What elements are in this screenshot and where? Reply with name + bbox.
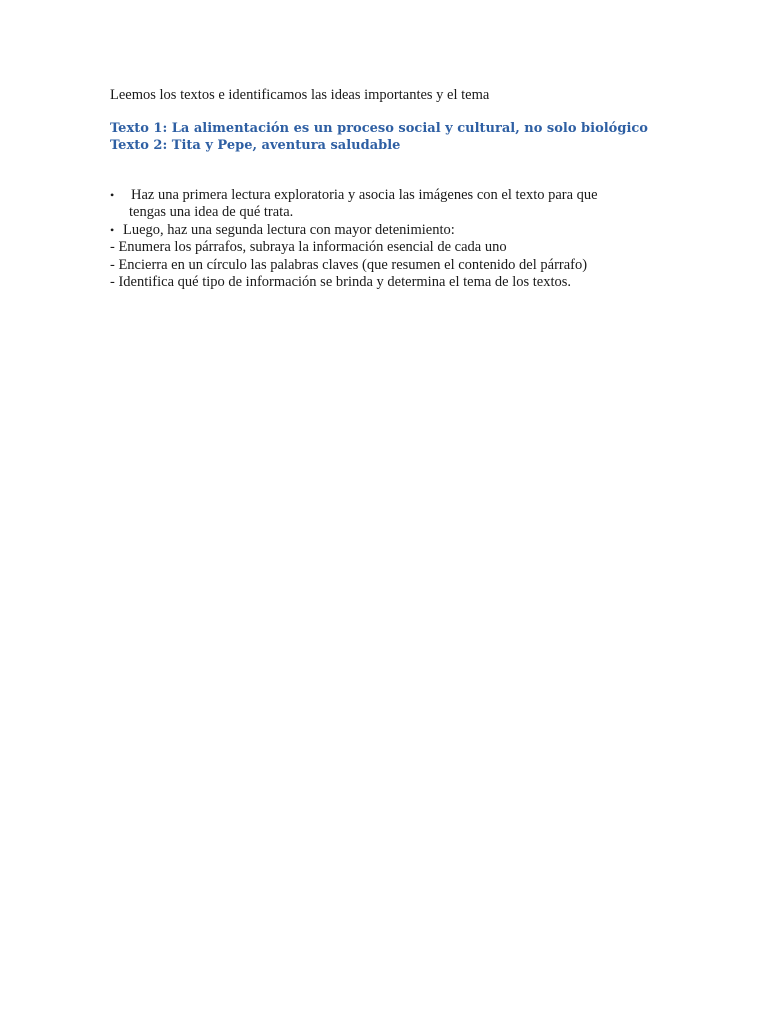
instructions-block bbox=[110, 187, 670, 291]
step-identify-topic: - Identifica qué tipo de información se brinda y determina el tema de los textos. bbox=[110, 274, 572, 291]
bullet-dot-icon: • bbox=[110, 222, 115, 237]
text-titles bbox=[110, 120, 648, 154]
bullet-item-second-reading bbox=[110, 222, 670, 239]
step-circle-keywords: - Encierra en un círculo las palabras claves (que resumen el contenido del párrafo) bbox=[110, 256, 588, 273]
bullet-text: Luego, haz una segunda lectura con mayor detenimiento: bbox=[123, 221, 455, 238]
bullet-text-line-2: tengas una idea de qué trata. bbox=[129, 204, 294, 221]
bullet-dot-icon: • bbox=[110, 188, 115, 202]
bullet-text bbox=[128, 187, 670, 222]
step-enumerate: - Enumera los párrafos, subraya la información esencial de cada uno bbox=[110, 239, 507, 256]
bullet-item-first-reading bbox=[110, 187, 670, 222]
title-text-2: Texto 2: Tita y Pepe, aventura saludable bbox=[110, 138, 401, 153]
bullet-text-line-1: Haz una primera lectura exploratoria y asocia las imágenes con el texto para que bbox=[131, 187, 598, 203]
intro-heading: Leemos los textos e identificamos las ideas importantes y el tema bbox=[110, 87, 490, 103]
title-text-1: Texto 1: La alimentación es un proceso social y cultural, no solo biológico bbox=[110, 121, 648, 136]
